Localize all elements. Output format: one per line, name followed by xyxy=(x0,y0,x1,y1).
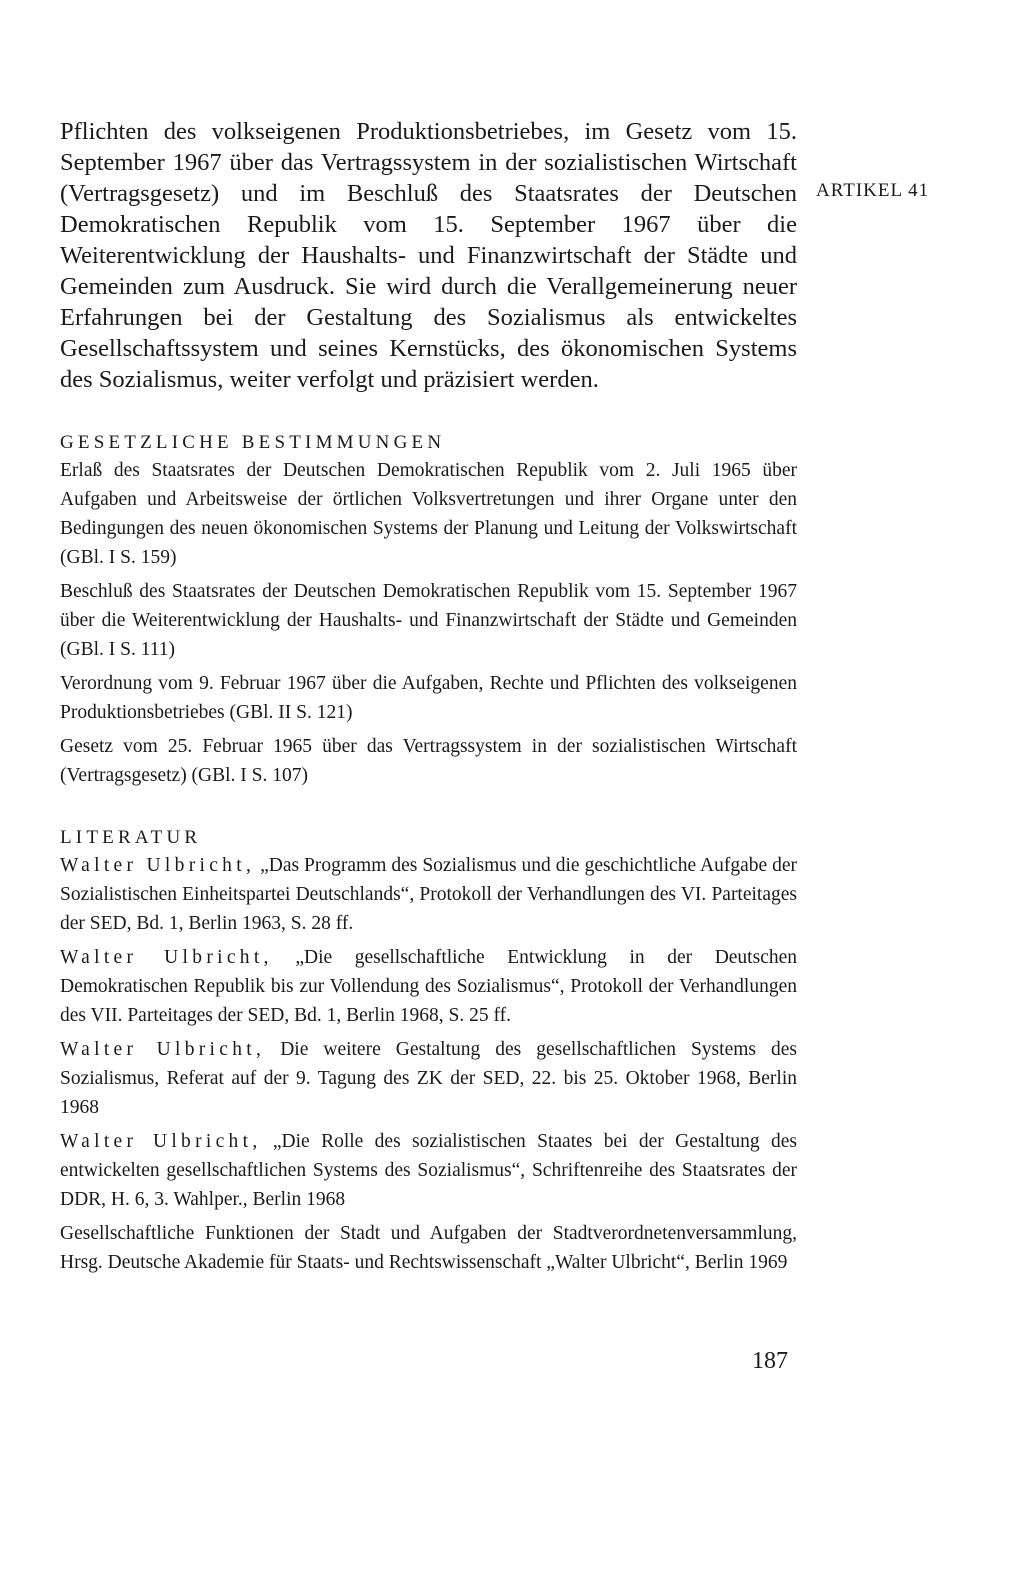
law-entry: Beschluß des Staatsrates der Deutschen Demokratischen Republik vom 15. September 1967 über die Weiterentwicklung der Haushalts- und Finanzwirtschaft der Städte und Gemeinden (GBl. I S. 111) xyxy=(60,581,797,660)
literature-text: „Die Rolle des sozialistischen Staates bei der Gestaltung des entwickelten gesellschaftlichen Systems des Sozialismus“, Schriftenreihe des Staatsrates der DDR, H. 6, 3. Wahlper., Berlin 1968 xyxy=(60,1131,797,1210)
literature-text: „Die gesellschaftliche Entwicklung in der Deutschen Demokratischen Republik bis zur Vollendung des Sozialismus“, Protokoll der Verhandlungen des VII. Parteitages der SED, Bd. 1, Berlin 1968, S. 25 ff. xyxy=(60,947,798,1026)
literature-author: Walter Ulbricht, xyxy=(60,1039,266,1060)
literature-entry xyxy=(60,943,797,1030)
literature-author: Walter Ulbricht, xyxy=(60,947,273,968)
literature-text: Die weitere Gestaltung des gesellschaftlichen Systems des Sozialismus, Referat auf der 9. Tagung des ZK der SED, 22. bis 25. Oktober 1968, Berlin 1968 xyxy=(60,1039,797,1118)
body-paragraph: Pflichten des volkseigenen Produktionsbetriebes, im Gesetz vom 15. September 1967 über das Vertragssystem in der sozialistischen Wirtschaft (Vertragsgesetz) und im Beschluß des Staatsrates der Deutschen Demokratischen Republik vom 15. September 1967 über die Weiterentwicklung der Haushalts- und Finanzwirtschaft der Städte und Gemeinden zum Ausdruck. Sie wird durch die Verallgemeinerung neuer Erfahrungen bei der Gestaltung des Sozialismus als entwickeltes Gesellschaftssystem und seines Kernstücks, des ökonomischen Systems des Sozialismus, weiter verfolgt und präzisiert werden. xyxy=(60,118,797,393)
law-entry: Erlaß des Staatsrates der Deutschen Demokratischen Republik vom 2. Juli 1965 über Aufgaben und Arbeitsweise der örtlichen Volksvertretungen und ihrer Organe unter den Bedingungen des neuen ökonomischen Systems der Planung und Leitung der Volkswirtschaft (GBl. I S. 159) xyxy=(60,460,797,568)
literature-entry xyxy=(60,851,797,938)
literature-heading: LITERATUR xyxy=(60,827,202,848)
law-entry: Gesetz vom 25. Februar 1965 über das Vertragssystem in der sozialistischen Wirtschaft (Vertragsgesetz) (GBl. I S. 107) xyxy=(60,736,797,786)
law-entry: Verordnung vom 9. Februar 1967 über die Aufgaben, Rechte und Pflichten des volkseigenen Produktionsbetriebes (GBl. II S. 121) xyxy=(60,673,797,723)
literature-author: Walter Ulbricht, xyxy=(60,1131,262,1152)
main-column xyxy=(60,116,797,1282)
page-number: 187 xyxy=(752,1348,788,1374)
literature-entry xyxy=(60,1127,797,1214)
literature-entry xyxy=(60,1035,797,1122)
literature-entry xyxy=(60,1219,797,1277)
literature-author: Walter Ulbricht, xyxy=(60,855,256,876)
literature-text: „Das Programm des Sozialismus und die geschichtliche Aufgabe der Sozialistischen Einheitspartei Deutschlands“, Protokoll der Verhandlungen des VI. Parteitages der SED, Bd. 1, Berlin 1963, S. 28 ff. xyxy=(60,855,798,934)
laws-heading: GESETZLICHE BESTIMMUNGEN xyxy=(60,432,446,453)
article-margin-note: ARTIKEL 41 xyxy=(816,180,930,201)
literature-text: Gesellschaftliche Funktionen der Stadt und Aufgaben der Stadtverordnetenversammlung, Hrsg. Deutsche Akademie für Staats- und Rechtswissenschaft „Walter Ulbricht“, Berlin 1969 xyxy=(60,1223,797,1273)
